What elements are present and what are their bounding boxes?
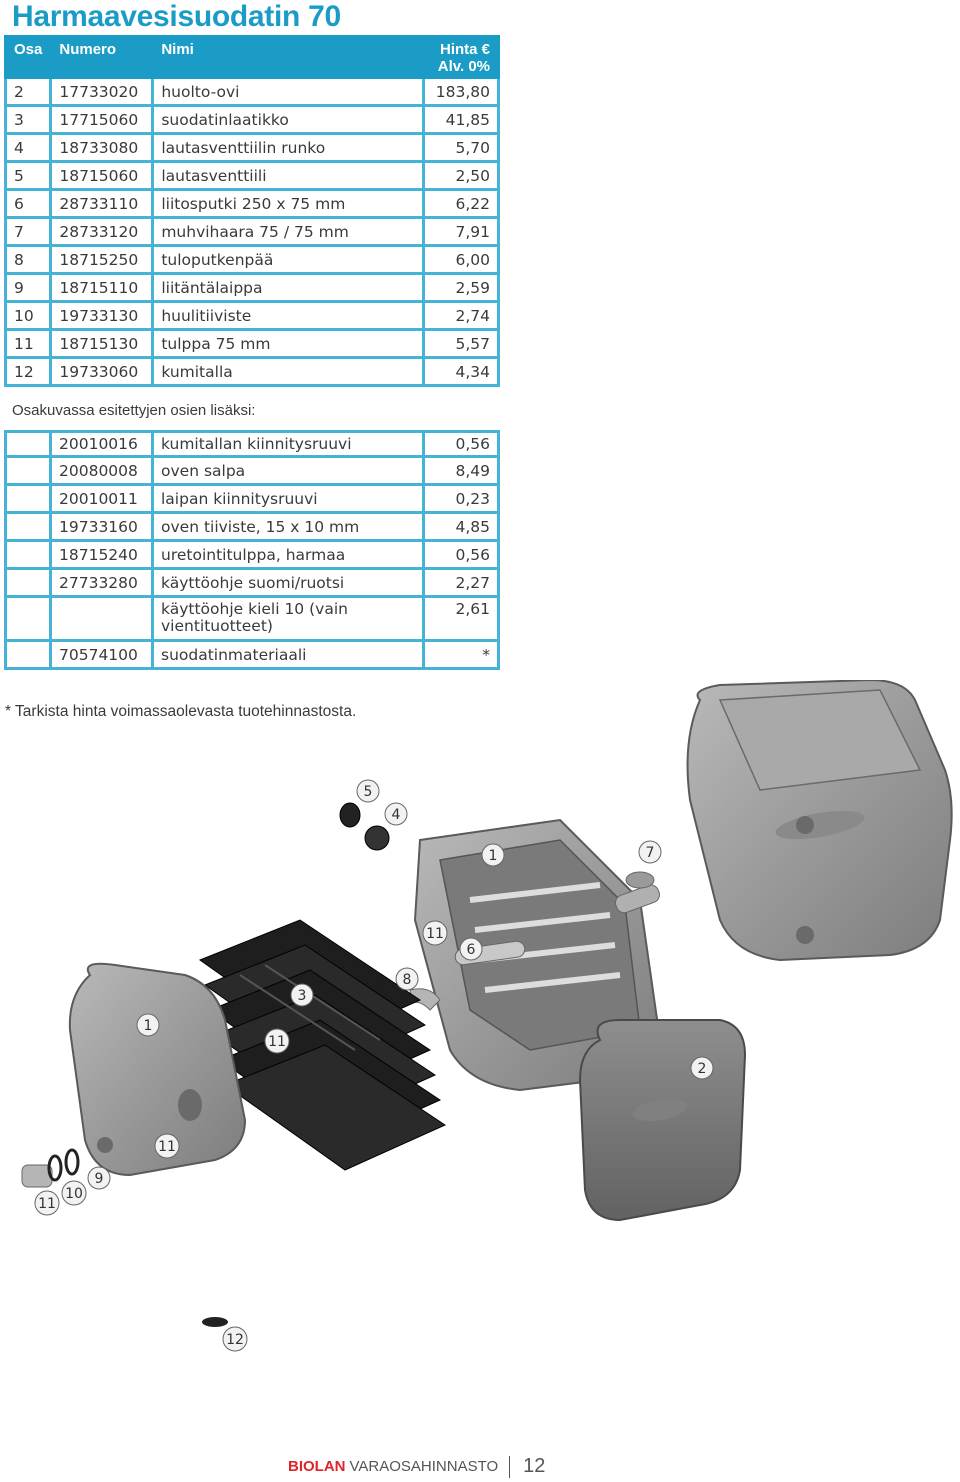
- table-row: [4, 486, 500, 514]
- cell-numero: 19733160: [52, 514, 154, 542]
- cell-numero: 28733120: [52, 219, 154, 247]
- callout-label: 10: [65, 1186, 83, 1202]
- footer-divider: [509, 1456, 510, 1478]
- cell-osa: 9: [4, 275, 52, 303]
- cell-osa: 2: [4, 79, 52, 107]
- callout-8: [396, 968, 418, 990]
- cell-osa: [4, 458, 52, 486]
- table-row: [4, 135, 500, 163]
- cell-numero: 28733110: [52, 191, 154, 219]
- header-hinta-line2: Alv. 0%: [437, 58, 490, 75]
- cell-numero: 20010016: [52, 430, 154, 458]
- cell-nimi: suodatinmateriaali: [154, 642, 425, 670]
- callout-label: 11: [426, 926, 444, 942]
- cell-osa: 5: [4, 163, 52, 191]
- callout-6: [460, 938, 482, 960]
- callout-label: 3: [297, 988, 307, 1004]
- cell-numero: 17715060: [52, 107, 154, 135]
- end-cap-right: [688, 680, 952, 960]
- cell-hinta: 0,23: [425, 486, 500, 514]
- cell-osa: [4, 542, 52, 570]
- callout-2: [691, 1057, 713, 1079]
- cell-hinta: 6,00: [425, 247, 500, 275]
- cell-numero: [52, 598, 154, 642]
- cell-nimi: laipan kiinnitysruuvi: [154, 486, 425, 514]
- cell-numero: 70574100: [52, 642, 154, 670]
- brand-name: BIOLAN: [288, 1458, 346, 1475]
- table-row: [4, 275, 500, 303]
- cell-hinta: 2,59: [425, 275, 500, 303]
- callout-label: 5: [363, 784, 373, 800]
- cell-hinta: 8,49: [425, 458, 500, 486]
- callout-label: 1: [143, 1018, 153, 1034]
- cell-nimi: muhvihaara 75 / 75 mm: [154, 219, 425, 247]
- cell-osa: [4, 486, 52, 514]
- cell-numero: 20010011: [52, 486, 154, 514]
- cell-numero: 18715130: [52, 331, 154, 359]
- header-hinta: [425, 35, 500, 79]
- parts-table: [4, 35, 500, 387]
- cell-hinta: 41,85: [425, 107, 500, 135]
- callout-label: 9: [94, 1171, 104, 1187]
- cell-osa: 6: [4, 191, 52, 219]
- cell-osa: 7: [4, 219, 52, 247]
- header-hinta-line1: Hinta €: [439, 41, 490, 58]
- cell-osa: [4, 430, 52, 458]
- table-row: [4, 570, 500, 598]
- cell-nimi: lautasventtiili: [154, 163, 425, 191]
- cell-nimi: lautasventtiilin runko: [154, 135, 425, 163]
- table-row: [4, 458, 500, 486]
- header-osa: Osa: [4, 35, 52, 79]
- cell-numero: 18715250: [52, 247, 154, 275]
- page-title: Harmaavesisuodatin 70: [12, 0, 341, 33]
- table-row: [4, 303, 500, 331]
- cell-osa: 3: [4, 107, 52, 135]
- cell-hinta: 4,85: [425, 514, 500, 542]
- table-row: [4, 430, 500, 458]
- callout-9: [88, 1167, 110, 1189]
- cell-numero: 19733130: [52, 303, 154, 331]
- cell-nimi: uretointitulppa, harmaa: [154, 542, 425, 570]
- cell-osa: [4, 570, 52, 598]
- callout-11: [423, 921, 447, 945]
- table-row: [4, 107, 500, 135]
- cell-numero: 19733060: [52, 359, 154, 387]
- cell-hinta: 5,70: [425, 135, 500, 163]
- cell-numero: 27733280: [52, 570, 154, 598]
- cell-osa: [4, 598, 52, 642]
- callout-label: 8: [402, 972, 412, 988]
- cell-numero: 18715110: [52, 275, 154, 303]
- cell-hinta: 2,61: [425, 598, 500, 642]
- callout-label: 1: [488, 848, 498, 864]
- callout-1b: [137, 1014, 159, 1036]
- cell-osa: 12: [4, 359, 52, 387]
- cell-nimi: käyttöohje kieli 10 (vain vientituotteet): [154, 598, 425, 642]
- cell-osa: 8: [4, 247, 52, 275]
- valve-parts: [340, 803, 389, 850]
- cell-numero: 17733020: [52, 79, 154, 107]
- callout-10: [62, 1181, 86, 1205]
- cell-hinta: 4,34: [425, 359, 500, 387]
- callout-5: [357, 780, 379, 802]
- callout-label: 11: [158, 1139, 176, 1155]
- cell-nimi: suodatinlaatikko: [154, 107, 425, 135]
- callout-3: [291, 984, 313, 1006]
- cell-nimi: kumitallan kiinnitysruuvi: [154, 430, 425, 458]
- callout-label: 2: [697, 1061, 707, 1077]
- cell-osa: 11: [4, 331, 52, 359]
- cell-hinta: 0,56: [425, 542, 500, 570]
- cell-osa: [4, 514, 52, 542]
- cell-hinta: 5,57: [425, 331, 500, 359]
- cell-hinta: 0,56: [425, 430, 500, 458]
- cell-nimi: tulppa 75 mm: [154, 331, 425, 359]
- cell-hinta: 6,22: [425, 191, 500, 219]
- cell-hinta: 2,50: [425, 163, 500, 191]
- cell-nimi: oven tiiviste, 15 x 10 mm: [154, 514, 425, 542]
- table-row: [4, 514, 500, 542]
- cell-hinta: 183,80: [425, 79, 500, 107]
- table-row: [4, 331, 500, 359]
- callout-11b: [265, 1029, 289, 1053]
- header-numero: Numero: [52, 35, 154, 79]
- cell-hinta: 7,91: [425, 219, 500, 247]
- cell-osa: 10: [4, 303, 52, 331]
- callout-11c: [155, 1134, 179, 1158]
- rubber-foot: [202, 1317, 228, 1327]
- cell-nimi: huulitiiviste: [154, 303, 425, 331]
- cell-nimi: kumitalla: [154, 359, 425, 387]
- cell-osa: [4, 642, 52, 670]
- callout-11d: [35, 1191, 59, 1215]
- table-row: [4, 642, 500, 670]
- callout-label: 11: [38, 1196, 56, 1212]
- header-nimi: Nimi: [154, 35, 425, 79]
- table-row: [4, 219, 500, 247]
- table-row: [4, 598, 500, 642]
- table-row: [4, 163, 500, 191]
- callout-7: [639, 841, 661, 863]
- table-row: [4, 247, 500, 275]
- page-number: 12: [523, 1455, 546, 1477]
- cell-nimi: oven salpa: [154, 458, 425, 486]
- cell-hinta: 2,74: [425, 303, 500, 331]
- exploded-parts-diagram: [0, 680, 960, 1400]
- cell-nimi: tuloputkenpää: [154, 247, 425, 275]
- cell-nimi: liitäntälaippa: [154, 275, 425, 303]
- table-row: [4, 359, 500, 387]
- callout-label: 11: [268, 1034, 286, 1050]
- cell-nimi: huolto-ovi: [154, 79, 425, 107]
- callout-label: 12: [226, 1332, 244, 1348]
- cell-osa: 4: [4, 135, 52, 163]
- callout-1: [482, 844, 504, 866]
- callout-4: [385, 803, 407, 825]
- callout-12: [223, 1327, 247, 1351]
- table-row: [4, 79, 500, 107]
- cell-nimi: liitosputki 250 x 75 mm: [154, 191, 425, 219]
- service-door: [580, 1020, 745, 1220]
- page-footer: [288, 1455, 545, 1478]
- cell-numero: 20080008: [52, 458, 154, 486]
- table-row: [4, 191, 500, 219]
- callout-label: 7: [645, 845, 655, 861]
- footer-text: VARAOSAHINNASTO: [349, 1458, 499, 1475]
- extras-section-label: Osakuvassa esitettyjen osien lisäksi:: [12, 402, 256, 419]
- footnote: * Tarkista hinta voimassaolevasta tuotehinnastosta.: [5, 703, 357, 720]
- extras-table: [4, 430, 500, 670]
- table-row: [4, 542, 500, 570]
- cell-numero: 18715060: [52, 163, 154, 191]
- callout-label: 6: [466, 942, 476, 958]
- cell-hinta: *: [425, 642, 500, 670]
- cell-numero: 18715240: [52, 542, 154, 570]
- cell-nimi: käyttöohje suomi/ruotsi: [154, 570, 425, 598]
- cell-numero: 18733080: [52, 135, 154, 163]
- cell-hinta: 2,27: [425, 570, 500, 598]
- callout-label: 4: [391, 807, 401, 823]
